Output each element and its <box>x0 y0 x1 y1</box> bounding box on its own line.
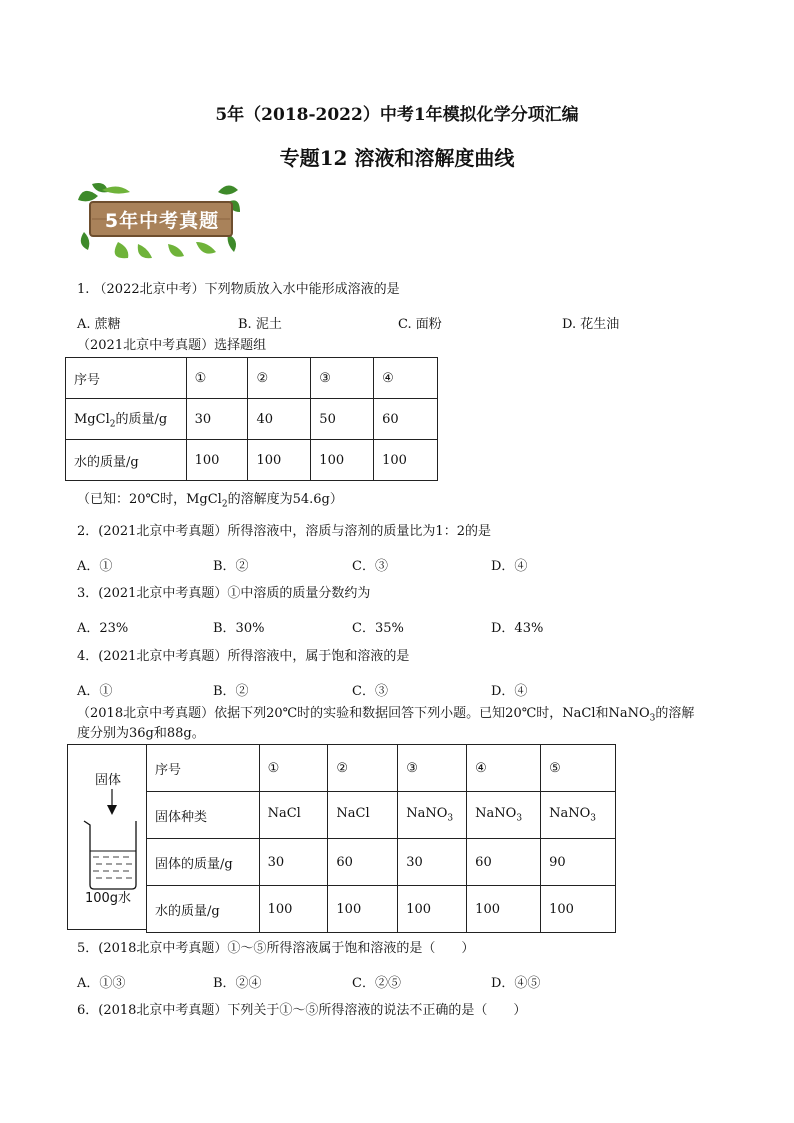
q3-option-b: B．30% <box>213 621 265 636</box>
table-cell: 100 <box>374 440 438 481</box>
water-label: 100g水 <box>84 891 132 906</box>
table-cell: 序号 <box>66 358 187 399</box>
solid-label: 固体 <box>94 773 121 788</box>
table-cell: 60 <box>328 839 398 886</box>
table-cell: 60 <box>374 399 438 440</box>
table-cell: ① <box>186 358 248 399</box>
table-cell: ② <box>248 358 311 399</box>
table-cell: 固体种类 <box>147 792 260 839</box>
table-cell: 100 <box>398 886 467 933</box>
table-cell: NaCl <box>328 792 398 839</box>
group-2018-intro-cont: 度分别为36g和88g。 <box>77 726 205 741</box>
table-cell: NaNO$_3$ <box>541 792 616 839</box>
data-table-2018 <box>146 744 616 933</box>
question-2-stem: 2．(2021北京中考真题）所得溶液中，溶质与溶剂的质量比为1：2的是 <box>77 524 491 539</box>
table-cell: 100 <box>328 886 398 933</box>
table-cell: ③ <box>398 745 467 792</box>
table-cell: 100 <box>248 440 311 481</box>
q5-option-a: A．①③ <box>77 976 126 991</box>
section-banner <box>78 182 240 260</box>
question-1-stem: 1. （2022北京中考）下列物质放入水中能形成溶液的是 <box>77 282 400 297</box>
q1-option-a: A. 蔗糖 <box>77 317 121 332</box>
q4-option-c: C．③ <box>352 684 388 699</box>
banner-text: 5年中考真题 <box>104 210 220 232</box>
beaker-figure <box>67 744 147 930</box>
question-6-stem: 6．(2018北京中考真题）下列关于①～⑤所得溶液的说法不正确的是（ ） <box>77 1003 527 1018</box>
question-4-stem: 4．(2021北京中考真题）所得溶液中，属于饱和溶液的是 <box>77 649 410 664</box>
group-2018-intro: （2018北京中考真题）依据下列20℃时的实验和数据回答下列小题。已知20℃时，NaCl和NaNO$_3$的溶解 <box>77 706 695 724</box>
q5-option-c: C．②⑤ <box>352 976 401 991</box>
solubility-note: （已知：20℃时，MgCl$_2$的溶解度为54.6g） <box>77 492 343 510</box>
table-cell: 100 <box>186 440 248 481</box>
q1-option-b: B. 泥土 <box>238 317 282 332</box>
table-cell: 60 <box>467 839 541 886</box>
table-cell: ① <box>259 745 328 792</box>
table-cell: ④ <box>467 745 541 792</box>
q2-option-d: D．④ <box>491 559 528 574</box>
document-title: 5年（2018-2022）中考1年模拟化学分项汇编 <box>215 105 579 125</box>
table-cell: NaNO$_3$ <box>398 792 467 839</box>
table-row <box>66 358 438 399</box>
table-cell: 100 <box>541 886 616 933</box>
table-cell: 序号 <box>147 745 260 792</box>
question-3-stem: 3．(2021北京中考真题）①中溶质的质量分数约为 <box>77 586 371 601</box>
table-cell: 90 <box>541 839 616 886</box>
table-cell: 100 <box>311 440 374 481</box>
table-cell: NaCl <box>259 792 328 839</box>
table-cell: ③ <box>311 358 374 399</box>
table-cell: NaNO$_3$ <box>467 792 541 839</box>
q1-option-d: D. 花生油 <box>562 317 620 332</box>
table-cell: 30 <box>186 399 248 440</box>
table-cell: 30 <box>259 839 328 886</box>
table-cell: 水的质量/g <box>147 886 260 933</box>
beaker-icon <box>74 789 146 891</box>
table-row <box>147 745 616 792</box>
table-cell: 固体的质量/g <box>147 839 260 886</box>
q3-option-c: C．35% <box>352 621 404 636</box>
table-cell: 30 <box>398 839 467 886</box>
table-row <box>147 792 616 839</box>
q2-option-c: C．③ <box>352 559 388 574</box>
q1-option-c: C. 面粉 <box>398 317 442 332</box>
table-cell: ⑤ <box>541 745 616 792</box>
q3-option-a: A．23% <box>77 621 129 636</box>
table-row <box>147 886 616 933</box>
table-row <box>66 399 438 440</box>
q3-option-d: D．43% <box>491 621 544 636</box>
table-cell: 50 <box>311 399 374 440</box>
table-cell: 100 <box>259 886 328 933</box>
q5-option-b: B．②④ <box>213 976 262 991</box>
q4-option-b: B．② <box>213 684 249 699</box>
table-cell: MgCl$_2$的质量/g <box>66 399 187 440</box>
table-cell: 水的质量/g <box>66 440 187 481</box>
q4-option-a: A．① <box>77 684 113 699</box>
table-row <box>147 839 616 886</box>
topic-title: 专题12 溶液和溶解度曲线 <box>279 146 515 170</box>
question-5-stem: 5．(2018北京中考真题）①～⑤所得溶液属于饱和溶液的是（ ） <box>77 941 475 956</box>
table-cell: 40 <box>248 399 311 440</box>
q2-option-b: B．② <box>213 559 249 574</box>
table-cell: ④ <box>374 358 438 399</box>
table-cell: ② <box>328 745 398 792</box>
table-row <box>66 440 438 481</box>
q5-option-d: D．④⑤ <box>491 976 541 991</box>
table-cell: 100 <box>467 886 541 933</box>
data-table-2021 <box>65 357 438 481</box>
group-2021-intro: （2021北京中考真题）选择题组 <box>77 338 267 353</box>
q2-option-a: A．① <box>77 559 113 574</box>
q4-option-d: D．④ <box>491 684 528 699</box>
